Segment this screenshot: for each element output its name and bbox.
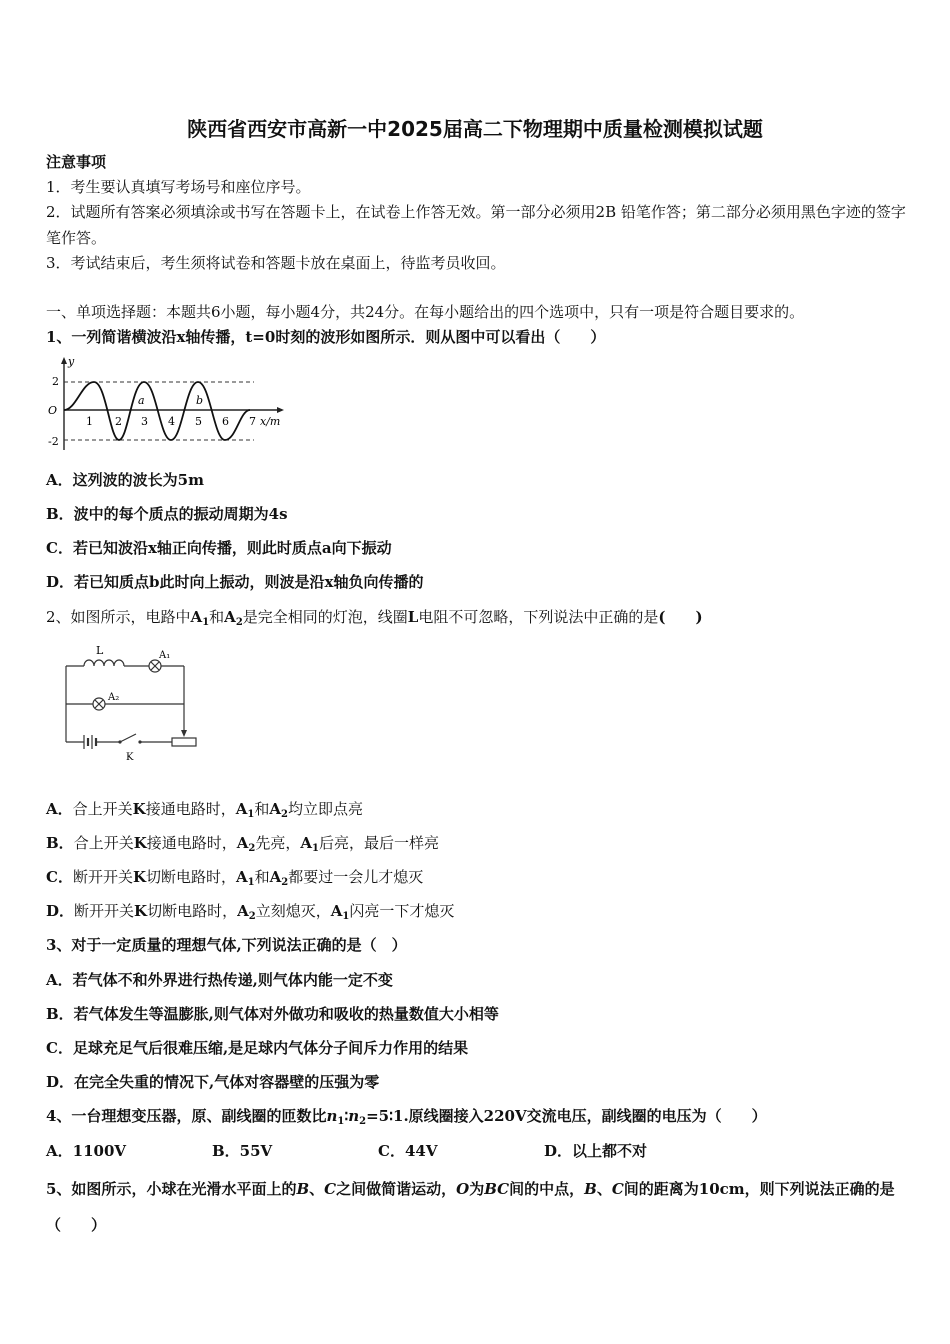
q1-x-tick-2: 2: [115, 415, 122, 428]
q3-option-b: B．若气体发生等温膨胀,则气体对外做功和吸收的热量数值大小相等: [46, 1005, 499, 1023]
q1-x-tick-5: 5: [195, 415, 202, 428]
q1-x-tick-6: 6: [222, 415, 229, 428]
q4-option-a: A．1100V: [46, 1142, 127, 1160]
q1-x-axis-label: x/m: [260, 415, 281, 428]
q1-wave-graph: [44, 352, 294, 452]
q1-option-b: B．波中的每个质点的振动周期为4s: [46, 505, 288, 523]
q2-circuit-diagram: [56, 642, 206, 767]
q4-option-b: B．55V: [212, 1142, 273, 1160]
q5-stem: 5、如图所示，小球在光滑水平面上的B、C之间做简谐运动，O为BC间的中点，B、C间的距离为10cm，则下列说法正确的是（ ）: [46, 1180, 895, 1234]
q1-origin-label: O: [48, 404, 58, 417]
q4-stem: 4、一台理想变压器，原、副线圈的匝数比$n_1∶n_2=5∶1$.原线圈接入220V交流电压，副线圈的电压为（ ）: [46, 1107, 767, 1127]
q2-option-d: D．断开开关K切断电路时，$A_2$立刻熄灭，$A_1$闪亮一下才熄灭: [46, 902, 455, 922]
notice-item-1: 1．考生要认真填写考场号和座位序号。: [46, 178, 311, 196]
q1-y-tick-neg2: -2: [48, 435, 59, 448]
q2-label-L: L: [96, 644, 104, 657]
q3-option-d: D．在完全失重的情况下,气体对容器壁的压强为零: [46, 1073, 380, 1091]
q1-option-a: A．这列波的波长为5m: [46, 471, 204, 489]
q3-stem: 3、对于一定质量的理想气体,下列说法正确的是（ ）: [46, 936, 407, 954]
q1-point-b: b: [196, 394, 204, 407]
q2-label-A1: A₁: [159, 650, 171, 661]
q2-label-A2: A₂: [108, 692, 120, 703]
q3-option-a: A．若气体不和外界进行热传递,则气体内能一定不变: [46, 971, 393, 989]
exam-title: 陕西省西安市高新一中2025届高二下物理期中质量检测模拟试题: [187, 117, 763, 141]
q2-stem: 2、如图所示，电路中$A_1$和$A_2$是完全相同的灯泡，线圈L电阻不可忽略，下列说法中正确的是( ): [46, 608, 703, 628]
q2-option-b: B．合上开关K接通电路时，$A_2$先亮，$A_1$后亮，最后一样亮: [46, 834, 440, 854]
notice-item-2: 2．试题所有答案必须填涂或书写在答题卡上，在试卷上作答无效。第一部分必须用2B 铅笔作答；第二部分必须用黑色字迹的签字笔作答。: [46, 203, 906, 247]
notice-item-3: 3．考试结束后，考生须将试卷和答题卡放在桌面上，待监考员收回。: [46, 254, 506, 272]
q1-option-d: D．若已知质点b此时向上振动，则波是沿x轴负向传播的: [46, 573, 424, 591]
q2-label-K: K: [126, 752, 134, 763]
q1-x-tick-4: 4: [168, 415, 175, 428]
notice-heading: 注意事项: [46, 153, 107, 171]
q1-y-axis-label: y: [68, 355, 75, 368]
q3-option-c: C．足球充足气后很难压缩,是足球内气体分子间斥力作用的结果: [46, 1039, 469, 1057]
q4-option-d: D．以上都不对: [544, 1142, 648, 1160]
q1-x-tick-3: 3: [141, 415, 148, 428]
q2-option-c: C．断开开关K切断电路时，$A_1$和$A_2$都要过一会儿才熄灭: [46, 868, 424, 888]
q1-point-a: a: [138, 394, 145, 407]
q2-option-a: A．合上开关K接通电路时，$A_1$和$A_2$均立即点亮: [46, 800, 363, 820]
q1-x-tick-7: 7: [249, 415, 256, 428]
q1-stem: 1、一列简谐横波沿x轴传播，t=0时刻的波形如图所示．则从图中可以看出（ ）: [46, 328, 606, 346]
q1-x-tick-1: 1: [86, 415, 93, 428]
q1-option-c: C．若已知波沿x轴正向传播，则此时质点a向下振动: [46, 539, 392, 557]
section-heading: 一、单项选择题：本题共6小题，每小题4分，共24分。在每小题给出的四个选项中，只有一项是符合题目要求的。: [46, 303, 805, 321]
q4-option-c: C．44V: [378, 1142, 438, 1160]
q1-y-tick-2: 2: [52, 375, 59, 388]
